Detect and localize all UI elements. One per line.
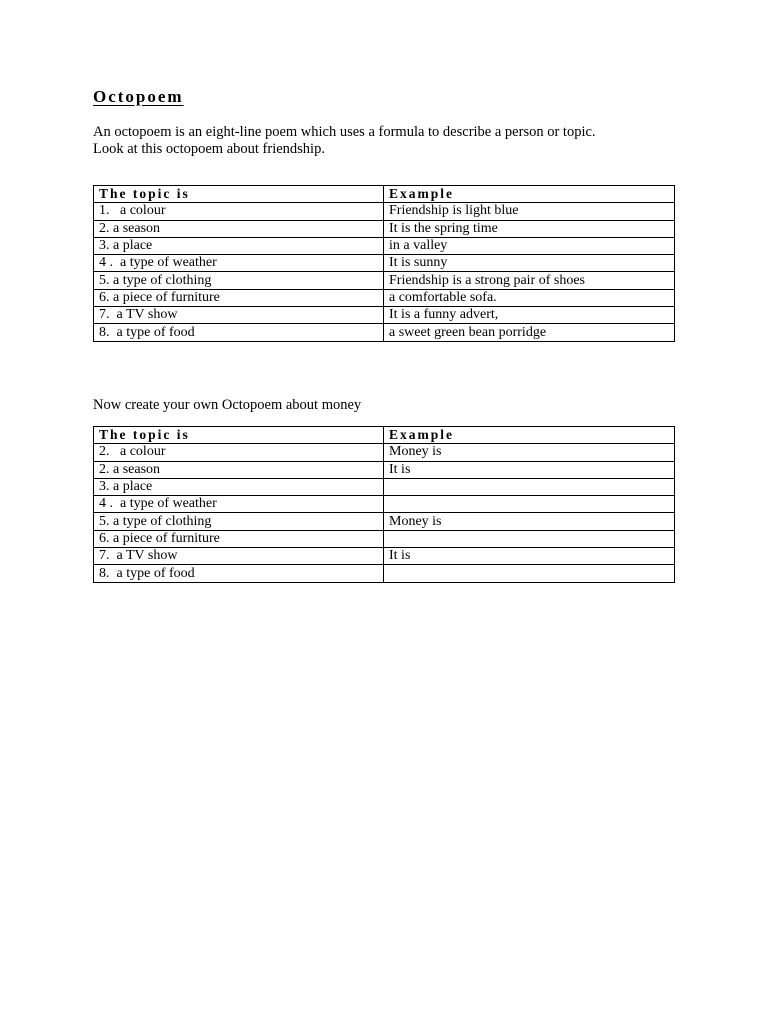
topic-cell: 2. a colour	[94, 444, 384, 461]
table-row	[94, 307, 675, 324]
intro-line-2: Look at this octopoem about friendship.	[93, 141, 325, 157]
topic-cell: 3. a place	[94, 237, 384, 254]
topic-cell: 4 . a type of weather	[94, 255, 384, 272]
answer-cell[interactable]	[384, 478, 675, 495]
example-cell: It is sunny	[384, 255, 675, 272]
table-row	[94, 530, 675, 547]
topic-cell: 4 . a type of weather	[94, 496, 384, 513]
example-cell: It is the spring time	[384, 220, 675, 237]
intro-line-1: An octopoem is an eight-line poem which uses a formula to describe a person or topic.	[93, 124, 596, 140]
table-row	[94, 289, 675, 306]
table-header-row	[94, 427, 675, 444]
answer-cell[interactable]: It is	[384, 461, 675, 478]
table-row	[94, 565, 675, 582]
topic-cell: 7. a TV show	[94, 548, 384, 565]
topic-cell: 2. a season	[94, 220, 384, 237]
table-row	[94, 255, 675, 272]
example-cell: a comfortable sofa.	[384, 289, 675, 306]
answer-cell[interactable]: It is	[384, 548, 675, 565]
header-topic: The topic is	[94, 186, 384, 203]
table-row	[94, 237, 675, 254]
topic-cell: 2. a season	[94, 461, 384, 478]
topic-cell: 6. a piece of furniture	[94, 530, 384, 547]
example-cell: Friendship is a strong pair of shoes	[384, 272, 675, 289]
table-row	[94, 272, 675, 289]
table-row	[94, 548, 675, 565]
table-row	[94, 444, 675, 461]
friendship-example-table	[93, 185, 675, 342]
topic-cell: 5. a type of clothing	[94, 513, 384, 530]
topic-cell: 3. a place	[94, 478, 384, 495]
money-prompt: Now create your own Octopoem about money	[93, 397, 362, 413]
answer-cell[interactable]	[384, 530, 675, 547]
answer-cell[interactable]: Money is	[384, 444, 675, 461]
example-cell: It is a funny advert,	[384, 307, 675, 324]
table-row	[94, 220, 675, 237]
example-cell: Friendship is light blue	[384, 203, 675, 220]
money-octopoem-table	[93, 426, 675, 583]
topic-cell: 6. a piece of furniture	[94, 289, 384, 306]
table-row	[94, 203, 675, 220]
table-row	[94, 324, 675, 341]
table-row	[94, 478, 675, 495]
topic-cell: 1. a colour	[94, 203, 384, 220]
topic-cell: 8. a type of food	[94, 565, 384, 582]
answer-cell[interactable]	[384, 496, 675, 513]
intro-paragraph	[93, 124, 713, 158]
topic-cell: 5. a type of clothing	[94, 272, 384, 289]
table-row	[94, 513, 675, 530]
topic-cell: 7. a TV show	[94, 307, 384, 324]
answer-cell[interactable]: Money is	[384, 513, 675, 530]
answer-cell[interactable]	[384, 565, 675, 582]
table-row	[94, 496, 675, 513]
page-title: Octopoem	[93, 87, 184, 106]
header-example: Example	[384, 186, 675, 203]
example-cell: in a valley	[384, 237, 675, 254]
header-example: Example	[384, 427, 675, 444]
example-cell: a sweet green bean porridge	[384, 324, 675, 341]
table-row	[94, 461, 675, 478]
topic-cell: 8. a type of food	[94, 324, 384, 341]
header-topic: The topic is	[94, 427, 384, 444]
table-header-row	[94, 186, 675, 203]
